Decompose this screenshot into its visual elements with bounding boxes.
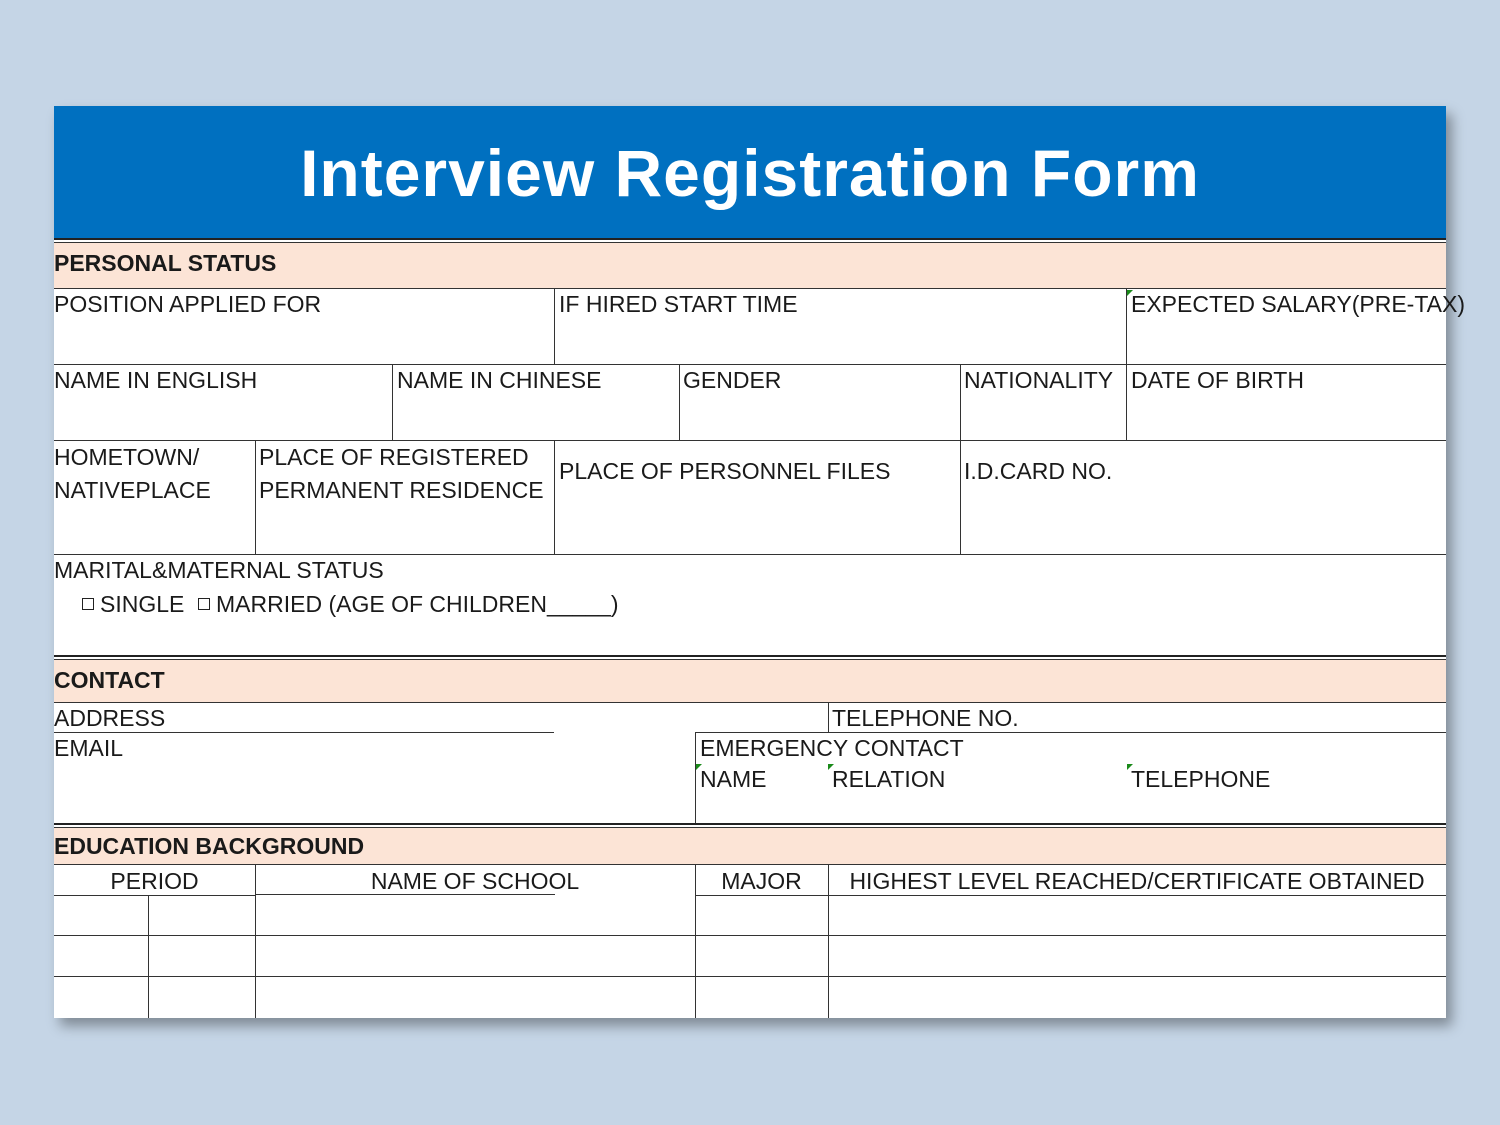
section-band-contact	[54, 660, 1446, 702]
label-hometown: HOMETOWN/	[54, 444, 200, 470]
label-nativeplace: NATIVEPLACE	[54, 477, 211, 503]
label-registered-residence: PLACE OF REGISTERED	[259, 444, 529, 470]
column-header-school: NAME OF SCHOOL	[370, 868, 580, 894]
label-nationality: NATIONALITY	[964, 367, 1114, 393]
label-id-card: I.D.CARD NO.	[964, 458, 1113, 484]
section-header-personal-status: PERSONAL STATUS	[54, 250, 277, 276]
column-header-period: PERIOD	[110, 868, 199, 894]
column-header-major: MAJOR	[721, 868, 802, 894]
cell-border	[392, 364, 393, 440]
cell-border	[255, 864, 256, 1018]
cell-border	[828, 702, 829, 732]
label-position-applied: POSITION APPLIED FOR	[54, 291, 322, 317]
option-single-label: SINGLE	[100, 591, 185, 617]
divider	[54, 732, 554, 733]
label-personnel-files: PLACE OF PERSONNEL FILES	[559, 458, 891, 484]
divider	[54, 702, 1446, 703]
registration-form-sheet	[54, 106, 1466, 1018]
label-gender: GENDER	[683, 367, 782, 393]
table-row	[54, 935, 1446, 936]
label-marital-status: MARITAL&MATERNAL STATUS	[54, 557, 384, 583]
form-title: Interview Registration Form	[54, 106, 1446, 239]
label-address: ADDRESS	[54, 705, 166, 731]
cell-border	[695, 732, 696, 824]
label-email: EMAIL	[54, 735, 124, 761]
cell-border	[679, 364, 680, 440]
checkbox-single[interactable]	[82, 598, 94, 610]
option-married-label: MARRIED (AGE OF CHILDREN_____)	[216, 591, 619, 617]
cell-border	[960, 364, 961, 554]
label-date-of-birth: DATE OF BIRTH	[1131, 367, 1304, 393]
cell-border	[695, 864, 696, 1018]
label-emergency-telephone: TELEPHONE	[1131, 766, 1271, 792]
divider	[54, 823, 1446, 825]
label-name-english: NAME IN ENGLISH	[54, 367, 258, 393]
cell-border	[148, 895, 149, 1018]
label-emergency-name: NAME	[700, 766, 767, 792]
option-single[interactable]	[82, 588, 184, 621]
divider	[54, 655, 1446, 657]
label-start-time: IF HIRED START TIME	[559, 291, 798, 317]
label-emergency-contact: EMERGENCY CONTACT	[700, 735, 964, 761]
divider	[695, 895, 1446, 896]
divider	[54, 238, 1446, 240]
cell-border	[828, 864, 829, 1018]
section-header-education: EDUCATION BACKGROUND	[54, 833, 365, 859]
cell-border	[255, 440, 256, 554]
label-emergency-relation: RELATION	[832, 766, 946, 792]
checkbox-married[interactable]	[198, 598, 210, 610]
divider	[255, 894, 555, 895]
table-row	[54, 976, 1446, 977]
label-telephone-no: TELEPHONE NO.	[832, 705, 1019, 731]
cell-border	[554, 288, 555, 364]
divider	[54, 895, 255, 896]
cell-border	[554, 440, 555, 554]
column-header-highest-level: HIGHEST LEVEL REACHED/CERTIFICATE OBTAINED	[849, 868, 1425, 894]
option-married[interactable]	[198, 588, 619, 621]
label-expected-salary: EXPECTED SALARY(PRE-TAX)	[1131, 291, 1466, 317]
label-name-chinese: NAME IN CHINESE	[397, 367, 602, 393]
section-header-contact: CONTACT	[54, 667, 165, 693]
label-permanent-residence: PERMANENT RESIDENCE	[259, 477, 544, 503]
